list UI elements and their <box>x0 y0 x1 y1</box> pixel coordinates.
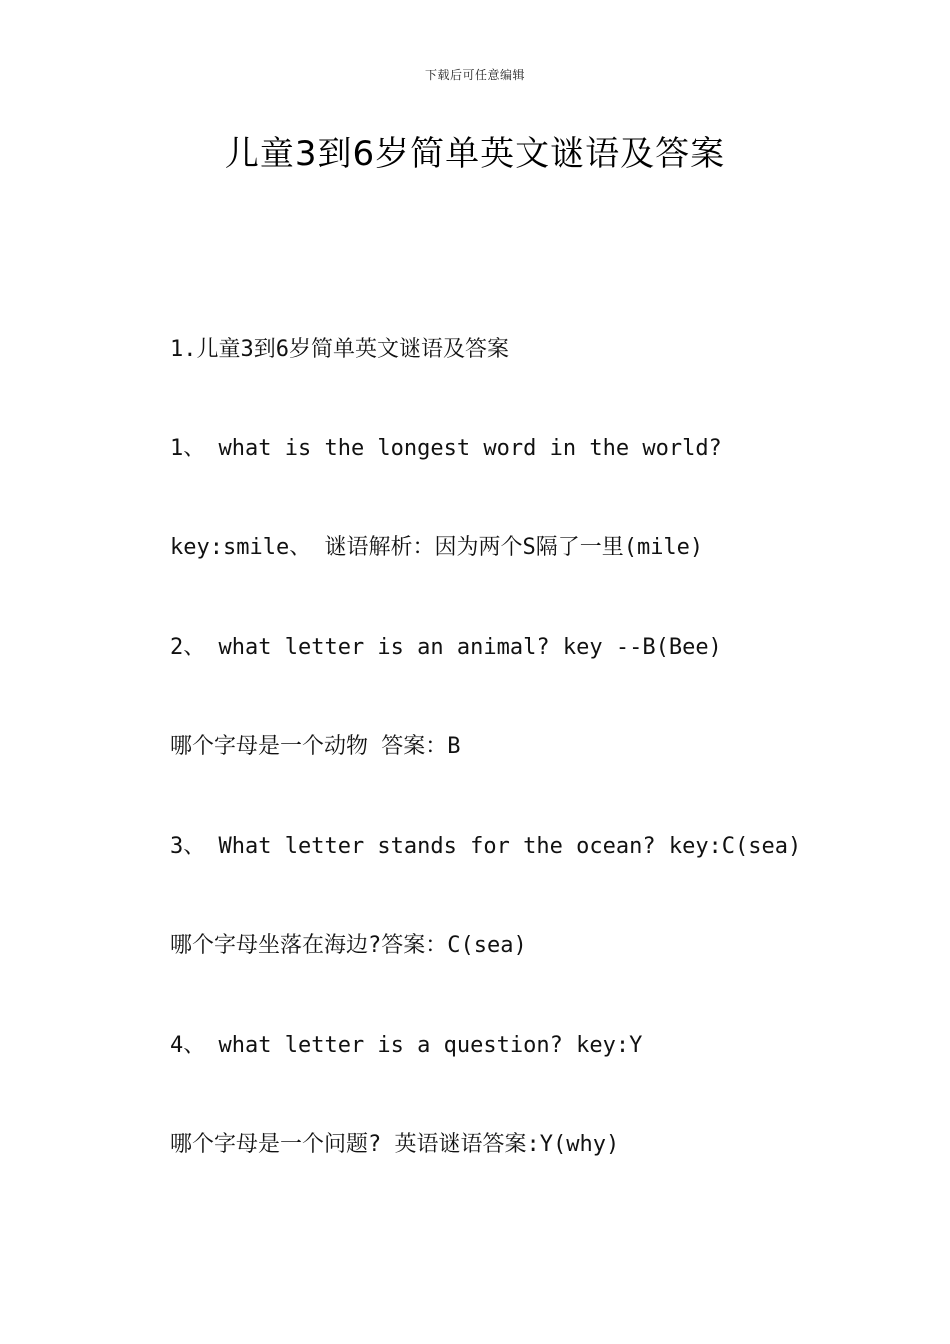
document-title: 儿童3到6岁简单英文谜语及答案 <box>224 134 726 174</box>
riddle-3-question: 3、 What letter stands for the ocean? key:C(sea) <box>170 834 802 859</box>
riddle-3-answer: 哪个字母坐落在海边?答案：C(sea) <box>170 933 527 958</box>
riddle-1-answer: key:smile、 谜语解析：因为两个S隔了一里(mile) <box>170 535 704 560</box>
riddle-2-answer: 哪个字母是一个动物 答案：B <box>170 734 461 759</box>
section-heading: 1.儿童3到6岁简单英文谜语及答案 <box>170 337 509 362</box>
header-note: 下载后可任意编辑 <box>424 68 525 82</box>
riddle-2-question: 2、 what letter is an animal? key --B(Bee) <box>170 635 722 660</box>
riddle-4-question: 4、 what letter is a question? key:Y <box>170 1033 643 1058</box>
riddle-1-question: 1、 what is the longest word in the world? <box>170 436 722 461</box>
riddle-4-answer: 哪个字母是一个问题? 英语谜语答案:Y(why) <box>170 1132 620 1157</box>
